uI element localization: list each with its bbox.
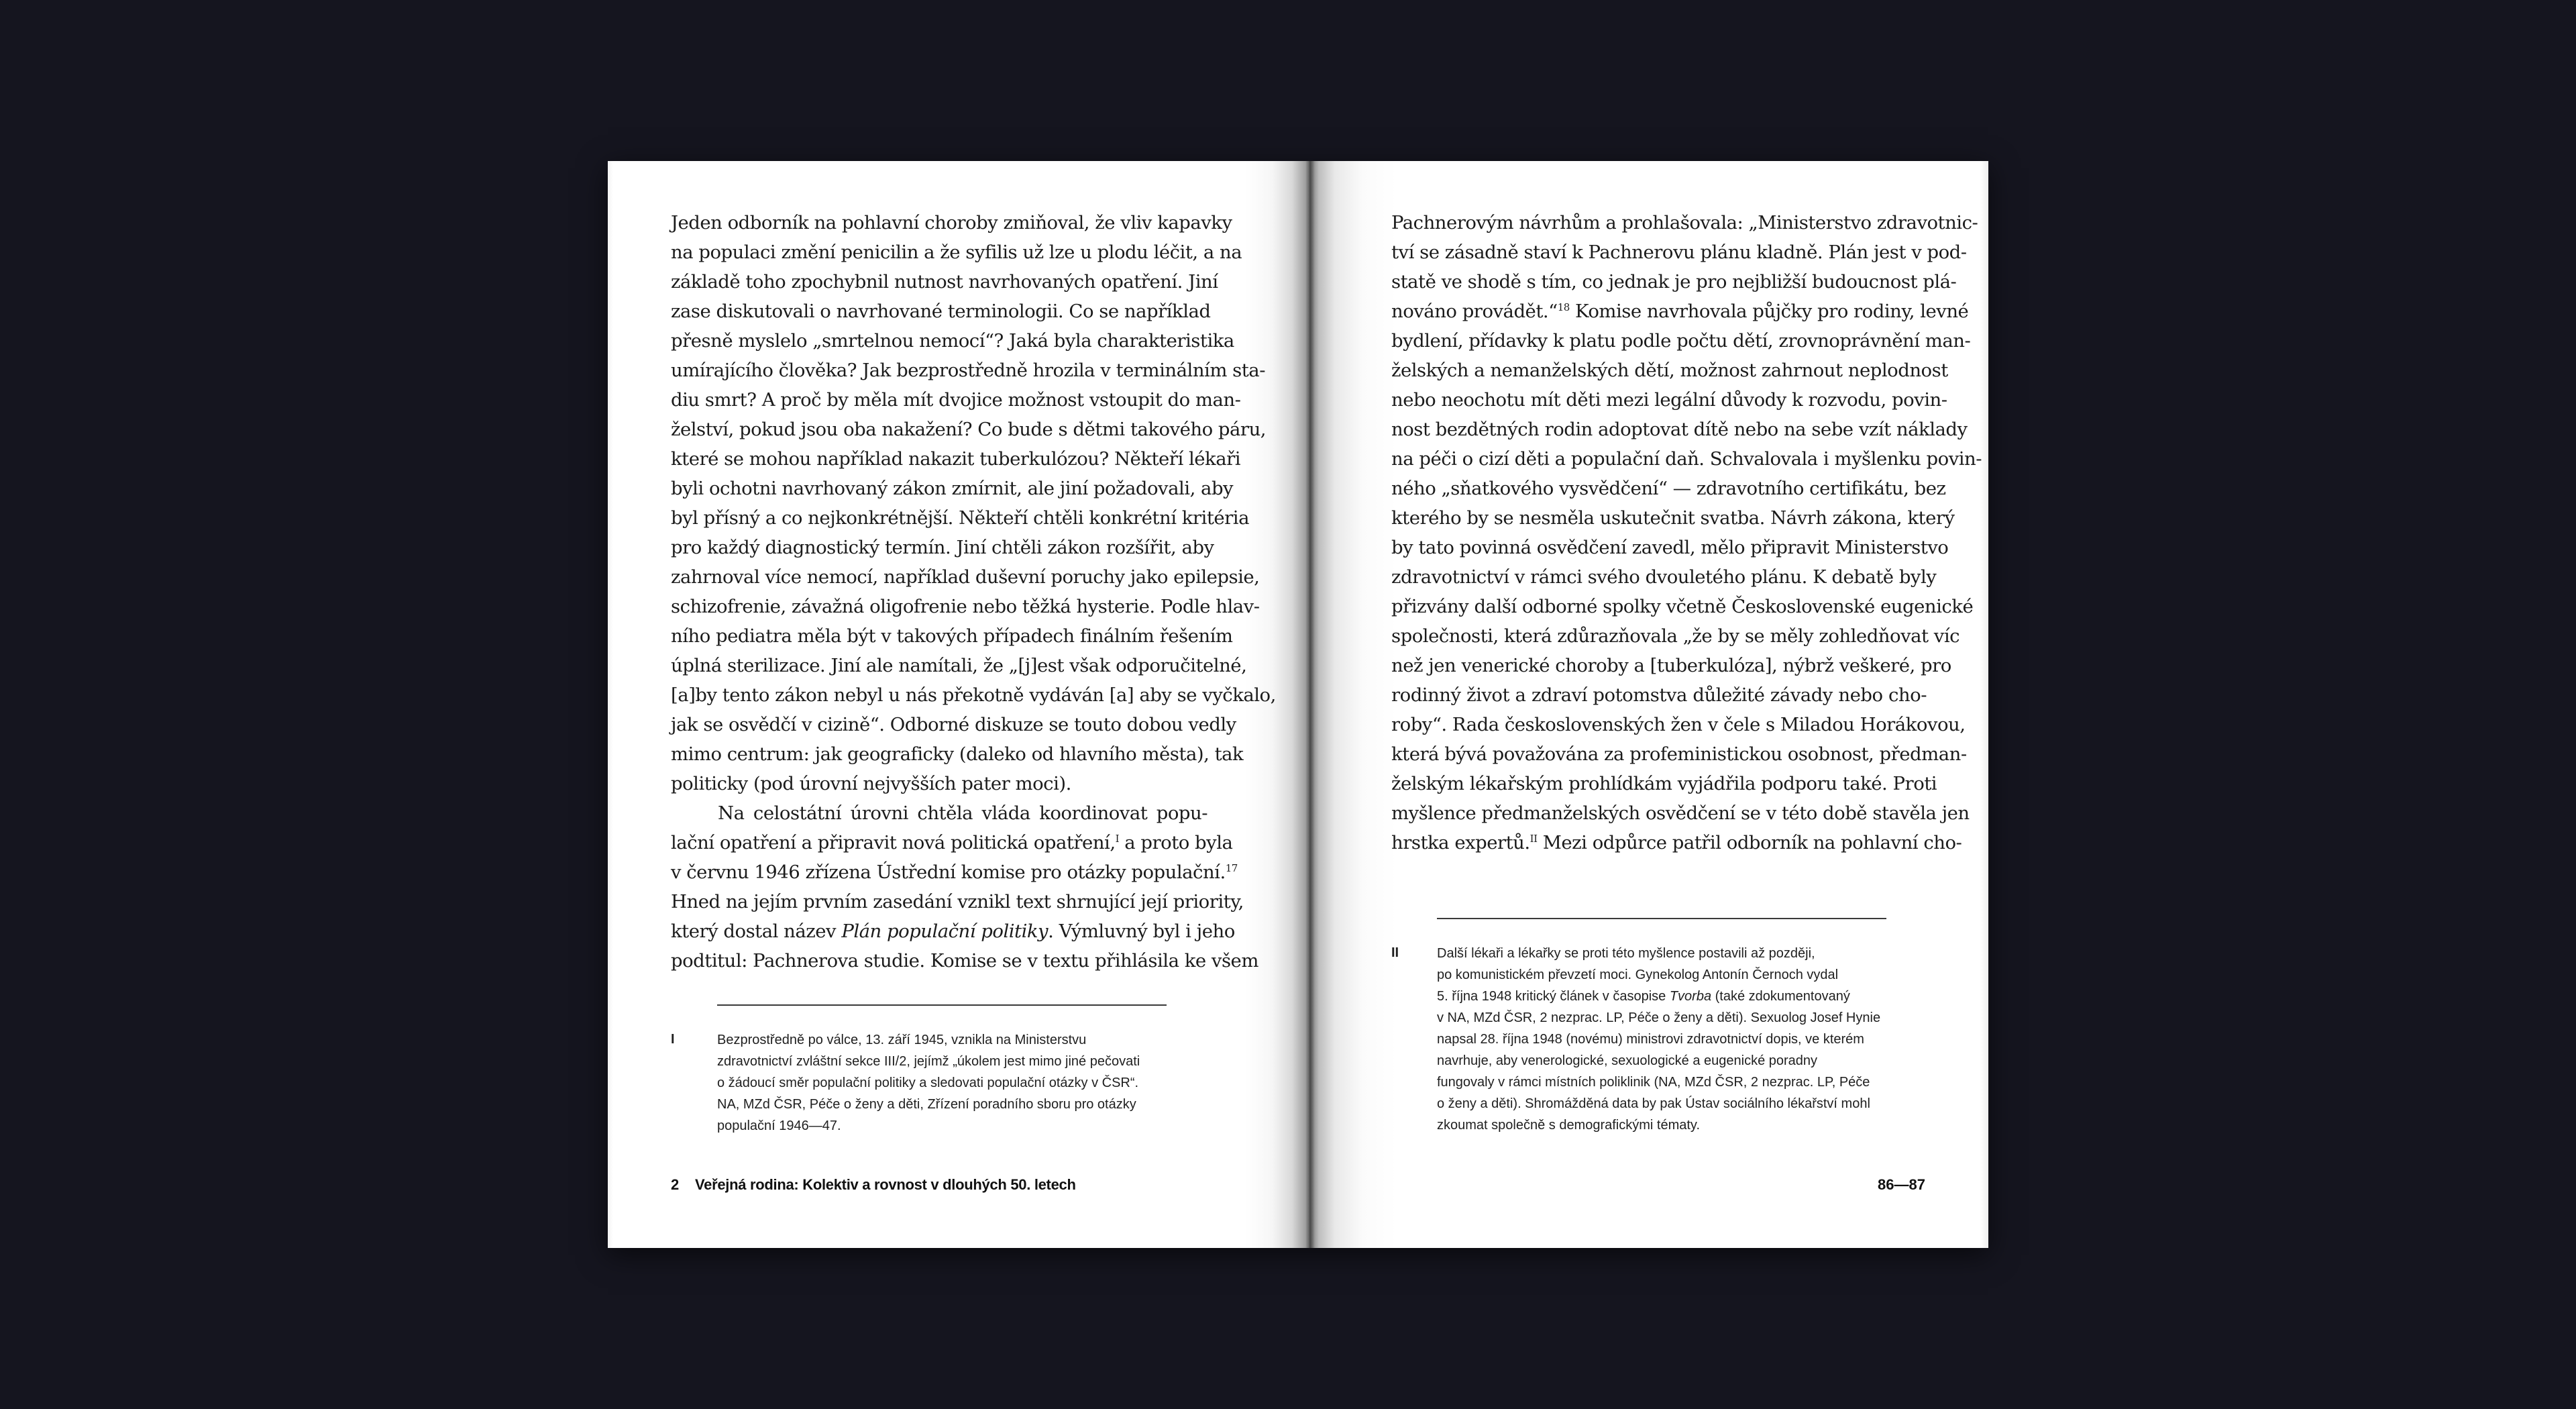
- text-line: by tato povinná osvědčení zavedl, mělo připravit Ministerstvo: [1391, 537, 1949, 558]
- text-line: umírajícího člověka? Jak bezprostředně hrozila v terminálním sta-: [671, 360, 1265, 381]
- footnote-line: o ženy a děti). Shromážděná data by pak Ústav sociálního lékařství mohl: [1437, 1096, 1870, 1111]
- text-line: než jen venerické choroby a [tuberkulóza], nýbrž veškeré, pro: [1391, 655, 1951, 676]
- footnote-divider: [1437, 918, 1886, 919]
- right-page: [1309, 161, 1988, 1248]
- text-line: ního pediatra měla být v takových případech finálním řešením: [671, 625, 1233, 647]
- text-line: podtitul: Pachnerova studie. Komise se v textu přihlásila ke všem: [671, 950, 1258, 972]
- text-line: statě ve shodě s tím, co jednak je pro nejbližší budoucnost plá-: [1391, 271, 1957, 293]
- footnote-line: zdravotnictví zvláštní sekce III/2, jejímž „úkolem jest mimo jiné pečovati: [717, 1054, 1140, 1069]
- left-page: [608, 161, 1309, 1248]
- text-line: rodinný život a zdraví potomstva důležité závady nebo cho-: [1391, 684, 1927, 706]
- footnote-line: zkoumat společně s demografickými tématy.: [1437, 1118, 1701, 1133]
- text-line: přizvány další odborné spolky včetně Československé eugenické: [1391, 596, 1974, 617]
- running-title: Veřejná rodina: Kolektiv a rovnost v dlouhých 50. letech: [695, 1176, 1076, 1193]
- text-line: mimo centrum: jak geograficky (daleko od hlavního města), tak: [671, 743, 1244, 765]
- footnote-text: [717, 1029, 1187, 1137]
- footnote-mark: II: [1391, 945, 1399, 960]
- text-line: na populaci změní penicilin a že syfilis už lze u plodu léčit, a na: [671, 242, 1242, 263]
- text-line: úplná sterilizace. Jiní ale namítali, že „[j]est však odporučitelné,: [671, 655, 1247, 676]
- text-line: Jeden odborník na pohlavní choroby zmiňoval, že vliv kapavky: [671, 212, 1232, 233]
- footnote-ref[interactable]: II: [1529, 832, 1538, 845]
- footnote-mark: I: [671, 1032, 675, 1047]
- footnote-line: 5. října 1948 kritický článek v časopise Tvorba (také zdokumentovaný: [1437, 989, 1850, 1004]
- text-line: zahrnoval více nemocí, například duševní poruchy jako epilepsie,: [671, 566, 1260, 588]
- book-spread: [608, 161, 1988, 1248]
- text-line: nebo neochotu mít děti mezi legální důvody k rozvodu, povin-: [1391, 389, 1947, 411]
- text-line: základě toho zpochybnil nutnost navrhovaných opatření. Jiní: [671, 271, 1218, 293]
- text-line: Na celostátní úrovni chtěla vláda koordinovat popu-: [718, 802, 1208, 824]
- footnote-line: navrhuje, aby venerologické, sexuologické a eugenické poradny: [1437, 1053, 1818, 1068]
- footnote-text: [1437, 943, 1920, 1136]
- text-line: kterého by se nesměla uskutečnit svatba. Návrh zákona, který: [1391, 507, 1955, 529]
- footnote-line: populační 1946—47.: [717, 1118, 841, 1133]
- footnote-line: v NA, MZd ČSR, 2 nezprac. LP, Péče o ženy a děti). Sexuolog Josef Hynie: [1437, 1010, 1881, 1025]
- right-body-text: [1391, 208, 1982, 857]
- text-line: jak se osvědčí v cizině“. Odborné diskuze se touto dobou vedly: [671, 714, 1236, 735]
- text-line: politicky (pod úrovní nejvyšších pater moci).: [671, 773, 1071, 794]
- text-line: tví se zásadně staví k Pachnerovu plánu kladně. Plán jest v pod-: [1391, 242, 1967, 263]
- text-line: diu smrt? A proč by měla mít dvojice možnost vstoupit do man-: [671, 389, 1241, 411]
- endnote-ref[interactable]: 18: [1557, 301, 1570, 313]
- text-line: přesně myslelo „smrtelnou nemocí“? Jaká byla charakteristika: [671, 330, 1234, 352]
- text-line: Hned na jejím prvním zasedání vznikl text shrnující její priority,: [671, 891, 1244, 912]
- text-line: nováno provádět.“$^{18}$ Komise navrhovala půjčky pro rodiny, levné: [1391, 301, 1969, 322]
- text-line: byl přísný a co nejkonkrétnější. Někteří chtěli konkrétní kritéria: [671, 507, 1249, 529]
- footnote-ref[interactable]: I: [1115, 832, 1120, 845]
- footnote-line: Další lékaři a lékařky se proti této myšlence postavili až později,: [1437, 946, 1815, 961]
- footnote-line: NA, MZd ČSR, Péče o ženy a děti, Zřízení poradního sboru pro otázky: [717, 1097, 1136, 1112]
- text-line: roby“. Rada československých žen v čele s Miladou Horákovou,: [1391, 714, 1966, 735]
- footnote-line: o žádoucí směr populační politiky a sledovati populační otázky v ČSR“.: [717, 1076, 1139, 1090]
- text-line: zase diskutovali o navrhované terminologii. Co se například: [671, 301, 1211, 322]
- text-line: byli ochotni navrhovaný zákon zmírnit, ale jiní požadovali, aby: [671, 478, 1234, 499]
- text-line: želství, pokud jsou oba nakažení? Co bude s dětmi takového páru,: [671, 419, 1267, 440]
- text-line: ného „sňatkového vysvědčení“ — zdravotního certifikátu, bez: [1391, 478, 1946, 499]
- text-line: na péči o cizí děti a populační daň. Schvalovala i myšlenku povin-: [1391, 448, 1982, 470]
- text-line: nost bezdětných rodin adoptovat dítě nebo na sebe vzít náklady: [1391, 419, 1968, 440]
- text-line: želských a nemanželských dětí, možnost zahrnout neplodnost: [1391, 360, 1948, 381]
- text-line: hrstka expertů.$^{II}$ Mezi odpůrce patřil odborník na pohlavní cho-: [1391, 832, 1962, 853]
- footnote-line: Bezprostředně po válce, 13. září 1945, vznikla na Ministerstvu: [717, 1033, 1087, 1047]
- text-line: pro každý diagnostický termín. Jiní chtěli zákon rozšířit, aby: [671, 537, 1214, 558]
- text-line: Pachnerovým návrhům a prohlašovala: „Ministerstvo zdravotnic-: [1391, 212, 1978, 233]
- text-line: [a]by tento zákon nebyl u nás překotně vydáván [a] aby se vyčkalo,: [671, 684, 1276, 706]
- text-line: lační opatření a připravit nová politická opatření,$^I$ a proto byla: [671, 832, 1233, 853]
- footnote-line: napsal 28. října 1948 (novému) ministrovi zdravotnictví dopis, ve kterém: [1437, 1032, 1864, 1047]
- page-folio: 86—87: [1878, 1176, 1925, 1193]
- text-line: želským lékařským prohlídkám vyjádřila podporu také. Proti: [1391, 773, 1937, 794]
- footnote-line: po komunistickém převzetí moci. Gynekolog Antonín Černoch vydal: [1437, 968, 1839, 982]
- footnote-divider: [717, 1004, 1167, 1006]
- text-line: která bývá považována za profeministickou osobnost, předman-: [1391, 743, 1967, 765]
- footnote-line: fungovaly v rámci místních poliklinik (NA, MZd ČSR, 2 nezprac. LP, Péče: [1437, 1075, 1870, 1090]
- text-line: který dostal název Plán populační politiky. Výmluvný byl i jeho: [671, 921, 1235, 942]
- text-line: společnosti, která zdůrazňovala „že by se měly zohledňovat víc: [1391, 625, 1960, 647]
- text-line: myšlence předmanželských osvědčení se v této době stavěla jen: [1391, 802, 1970, 824]
- chapter-number: 2: [671, 1176, 680, 1193]
- text-line: bydlení, přídavky k platu podle počtu dětí, zrovnoprávnění man-: [1391, 330, 1971, 352]
- left-body-text: [671, 208, 1276, 976]
- text-line: které se mohou například nakazit tuberkulózou? Někteří lékaři: [671, 448, 1241, 470]
- endnote-ref[interactable]: 17: [1225, 862, 1238, 874]
- book-gutter: [1305, 161, 1315, 1248]
- text-line: zdravotnictví v rámci svého dvouletého plánu. K debatě byly: [1391, 566, 1937, 588]
- text-line: schizofrenie, závažná oligofrenie nebo těžká hysterie. Podle hlav-: [671, 596, 1260, 617]
- text-line: v červnu 1946 zřízena Ústřední komise pro otázky populační.$^{17}$: [671, 862, 1238, 883]
